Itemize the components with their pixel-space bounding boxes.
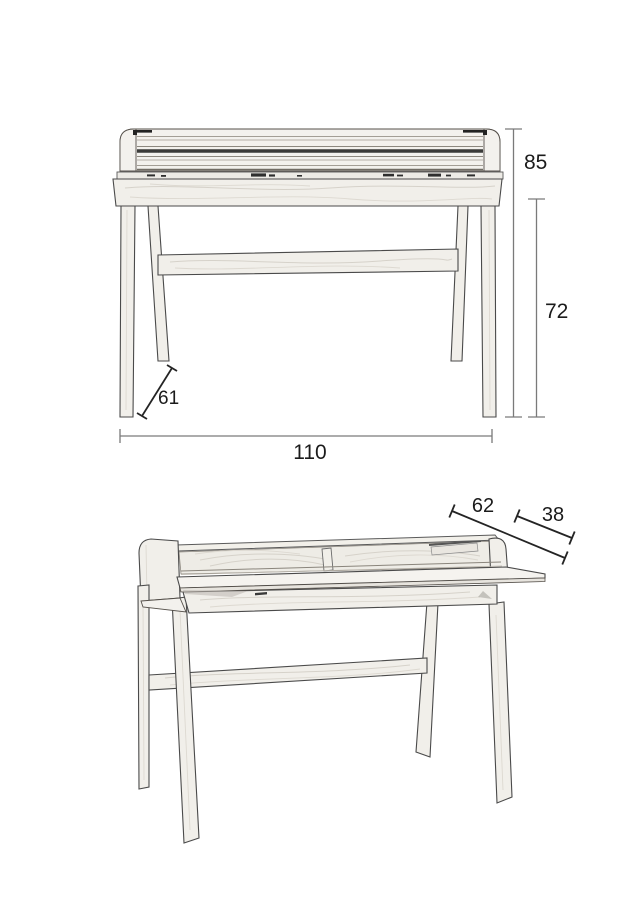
perspective-view: [138, 495, 575, 843]
dim-width-label: 110: [293, 441, 327, 464]
front-view: [113, 129, 568, 464]
persp-front-left-leg: [172, 597, 199, 843]
dim-total-height-label: 85: [524, 151, 548, 174]
front-view-rear-left-leg: [148, 206, 169, 361]
dim-worktop-height-label: 72: [545, 300, 569, 323]
tambour-right-cheek: [484, 129, 500, 171]
dim-depth: [137, 365, 179, 419]
front-view-stretcher: [158, 249, 458, 275]
persp-compartment-divider: [322, 548, 333, 571]
front-apron: [113, 179, 502, 206]
dim-total-height: [505, 129, 547, 417]
dim-worktop-height: [528, 199, 568, 417]
tambour-left-cheek: [120, 129, 136, 171]
dim-depth-label: 61: [158, 388, 180, 409]
front-rail: [117, 172, 503, 179]
dim-persp-total-depth-label: 62: [471, 495, 495, 517]
dim-persp-surface-depth-label: 38: [541, 504, 565, 526]
front-view-front-right-leg: [481, 206, 496, 417]
persp-rear-right-leg: [416, 602, 438, 757]
dim-width: [120, 429, 492, 464]
persp-front-right-leg: [489, 602, 512, 803]
dim-persp-surface-depth: [514, 504, 574, 545]
front-view-rear-right-leg: [451, 206, 468, 361]
front-view-front-left-leg: [120, 206, 135, 417]
